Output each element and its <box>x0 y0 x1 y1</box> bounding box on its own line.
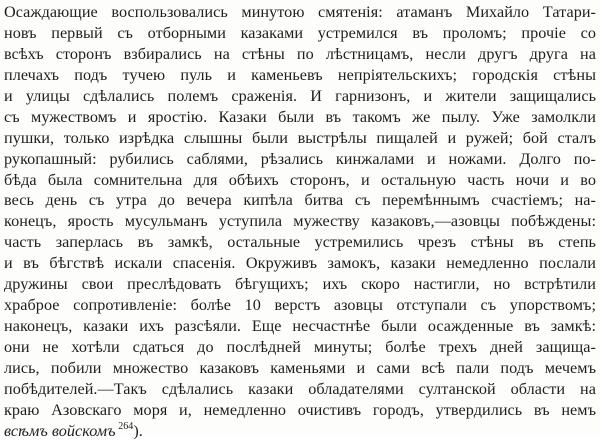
text-line: всѣхъ сторонъ взбирались на стѣны по лѣстницамъ, несли другъ друга на <box>4 44 596 63</box>
text-line: и улицы сдѣлались полемъ сраженія. И гарнизонъ, и жители защищались <box>4 86 596 105</box>
text-line: съ мужествомъ и яростію. Казаки были въ такомъ же пылу. Уже замолкли <box>4 107 596 126</box>
text-line: краю Азовскаго моря и, немедленно очистивъ городъ, утвердились въ немъ <box>4 400 596 419</box>
footnote-number: 264 <box>118 420 134 432</box>
italic-phrase: всѣмъ войскомъ <box>4 421 116 440</box>
text-line: весь день съ утра до вечера кипѣла битва съ перемѣннымъ счастіемъ; на- <box>4 191 596 210</box>
paragraph <box>4 2 596 442</box>
text-line: часть заперлась въ замкѣ, остальные устремились чрезъ стѣны въ степь <box>4 233 596 252</box>
text-line: плечахъ подъ тучею пуль и каменьевъ непріятельскихъ; городскія стѣны <box>4 65 596 84</box>
text-line: рукопашный: рубились саблями, рѣзались кинжалами и ножами. Долго по- <box>4 149 596 168</box>
text-line: бѣда была сомнительна для обѣихъ сторонъ, и остальную часть ночи и во <box>4 170 596 189</box>
text-line: пушки, только изрѣдка слышны были выстрѣлы пищалей и ружей; бой сталъ <box>4 128 596 147</box>
text-line-final <box>4 421 596 442</box>
text-line: побѣдителей.—Такъ сдѣлались казаки обладателями султанской области на <box>4 379 596 398</box>
text-line: они не хотѣли сдаться до послѣдней минуты; болѣе трехъ дней защища- <box>4 338 596 356</box>
text-line: конецъ, ярость мусульманъ уступила мужеству казаковъ,—азовцы побѣждены: <box>4 212 596 231</box>
text-line: лись, побили множество казаковъ каменьями и сами всѣ пали подъ мечемъ <box>4 358 596 377</box>
text-line: Осаждающие воспользовались минутою смятенія: атаманъ Михайло Татари- <box>4 3 596 21</box>
text-line: храброе сопротивленіе: болѣе 10 верстъ азовцы отступали съ упорствомъ; <box>4 296 596 315</box>
text-line: дружины свои преслѣдовать бѣгущихъ; ихъ скоро настигли, но встрѣтили <box>4 275 596 294</box>
final-punctuation: ). <box>133 421 143 440</box>
text-line: новъ первый съ отборными казаками устремился въ проломъ; прочіе со <box>4 23 596 42</box>
footnote-marker <box>116 421 134 432</box>
text-line: и въ бѣгствѣ искали спасенія. Окруживъ замокъ, казаки немедленно послали <box>4 254 596 273</box>
text-line: наконецъ, казаки ихъ разсѣяли. Еще несчастнѣе были осажденные въ замкѣ: <box>4 317 596 336</box>
